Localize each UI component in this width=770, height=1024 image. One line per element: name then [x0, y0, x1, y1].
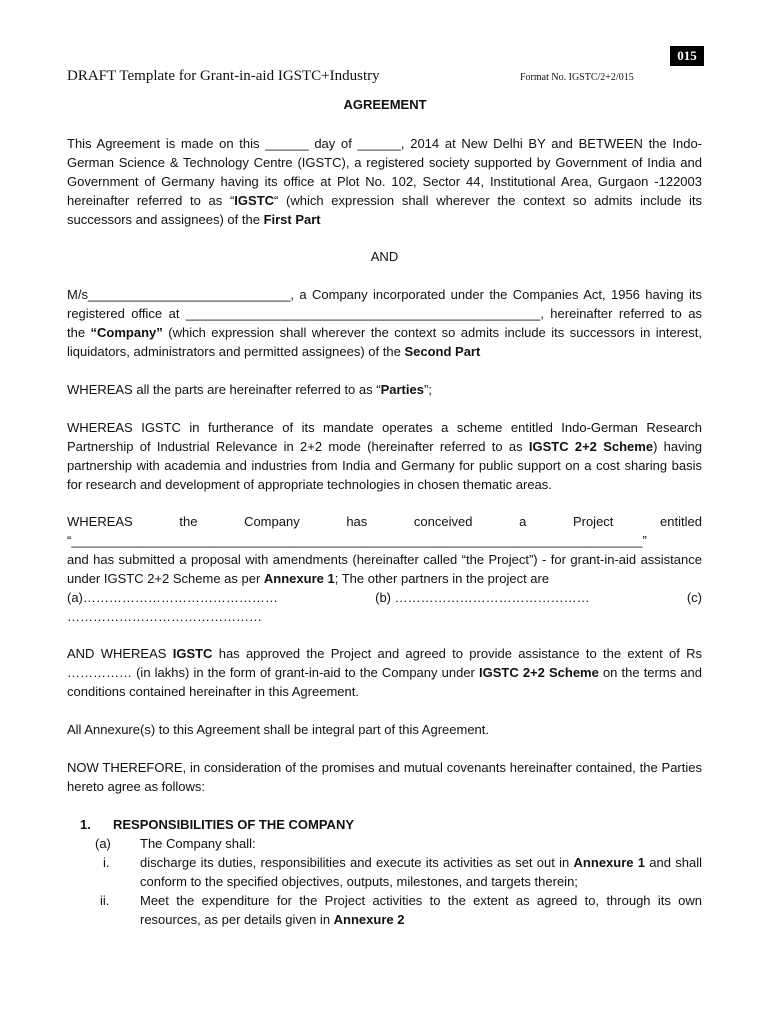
sub-a-text: The Company shall: — [140, 836, 256, 851]
partners-line: (a)……………………………………… (b) ……………………………………… (c) — [67, 590, 702, 605]
item-i-label: i. — [103, 855, 110, 870]
page-number-badge: 015 — [670, 46, 704, 66]
item-i-text: discharge its duties, responsibilities and execute its activities as set out in Annexure 1 and shall conform to the specified objectives, outputs, milestones, and targets therein; — [140, 855, 702, 889]
annexure-note: All Annexure(s) to this Agreement shall be integral part of this Agreement. — [67, 722, 490, 737]
document-header-title: DRAFT Template for Grant-in-aid IGSTC+Industry — [67, 68, 380, 84]
section-title: RESPONSIBILITIES OF THE COMPANY — [113, 817, 355, 832]
whereas-parties-paragraph: WHEREAS all the parts are hereinafter referred to as “Parties”; — [67, 382, 432, 397]
item-ii-text: Meet the expenditure for the Project activities to the extent as agreed to, through its own resources, as per details given in Annexure 2 — [140, 893, 702, 927]
item-ii-label: ii. — [100, 893, 110, 908]
and-separator: AND — [370, 249, 399, 264]
project-title-blank: “_______________________________________________________________________________” — [67, 533, 647, 548]
and-whereas-paragraph: AND WHEREAS IGSTC has approved the Project and agreed to provide assistance to the extent of Rs …………… (in lakhs) in the form of grant-in-aid to the Company under IGSTC 2+2 Scheme on the terms and conditions contained hereinafter in this Agreement. — [67, 646, 702, 699]
now-therefore-paragraph: NOW THEREFORE, in consideration of the promises and mutual covenants hereinafter contained, the Parties hereto agree as follows: — [67, 760, 702, 794]
sub-a-label: (a) — [95, 836, 111, 851]
whereas-project-line: WHEREAS the Company has conceived a Project entitled — [67, 514, 702, 529]
section-number: 1. — [80, 817, 91, 832]
partners-trailing-dots: ……………………………………… — [67, 609, 262, 624]
company-paragraph: M/s____________________________, a Company incorporated under the Companies Act, 1956 having its registered office at _________________________________________________, hereinafter referred to as the “Company” (which expression shall wherever the context so admits include its successors in interest, liquidators, administrators and permitted assignees) of the Second Part — [67, 287, 703, 359]
proposal-paragraph: and has submitted a proposal with amendments (hereinafter called “the Project”) - for grant-in-aid assistance under IGSTC 2+2 Scheme as per Annexure 1; The other partners in the project are — [67, 552, 702, 586]
format-number: Format No. IGSTC/2+2/015 — [520, 72, 634, 83]
intro-paragraph: This Agreement is made on this ______ day of ______, 2014 at New Delhi BY and BETWEEN the Indo-German Science & Technology Centre (IGSTC), a registered society supported by Government of India and Government of Germany having its office at Plot No. 102, Sector 44, Institutional Area, Gurgaon -122003 hereinafter referred to as “IGSTC“ (which expression shall wherever the context so admits include its successors and assignees) of the First Part — [67, 136, 702, 227]
whereas-mandate-paragraph: WHEREAS IGSTC in furtherance of its mandate operates a scheme entitled Indo-German Research Partnership of Industrial Relevance in 2+2 mode (hereinafter referred to as IGSTC 2+2 Scheme) having partnership with academia and industries from India and Germany for public support on a cost sharing basis for research and development of appropriate technologies in chosen thematic areas. — [67, 420, 702, 492]
agreement-heading: AGREEMENT — [343, 97, 427, 112]
